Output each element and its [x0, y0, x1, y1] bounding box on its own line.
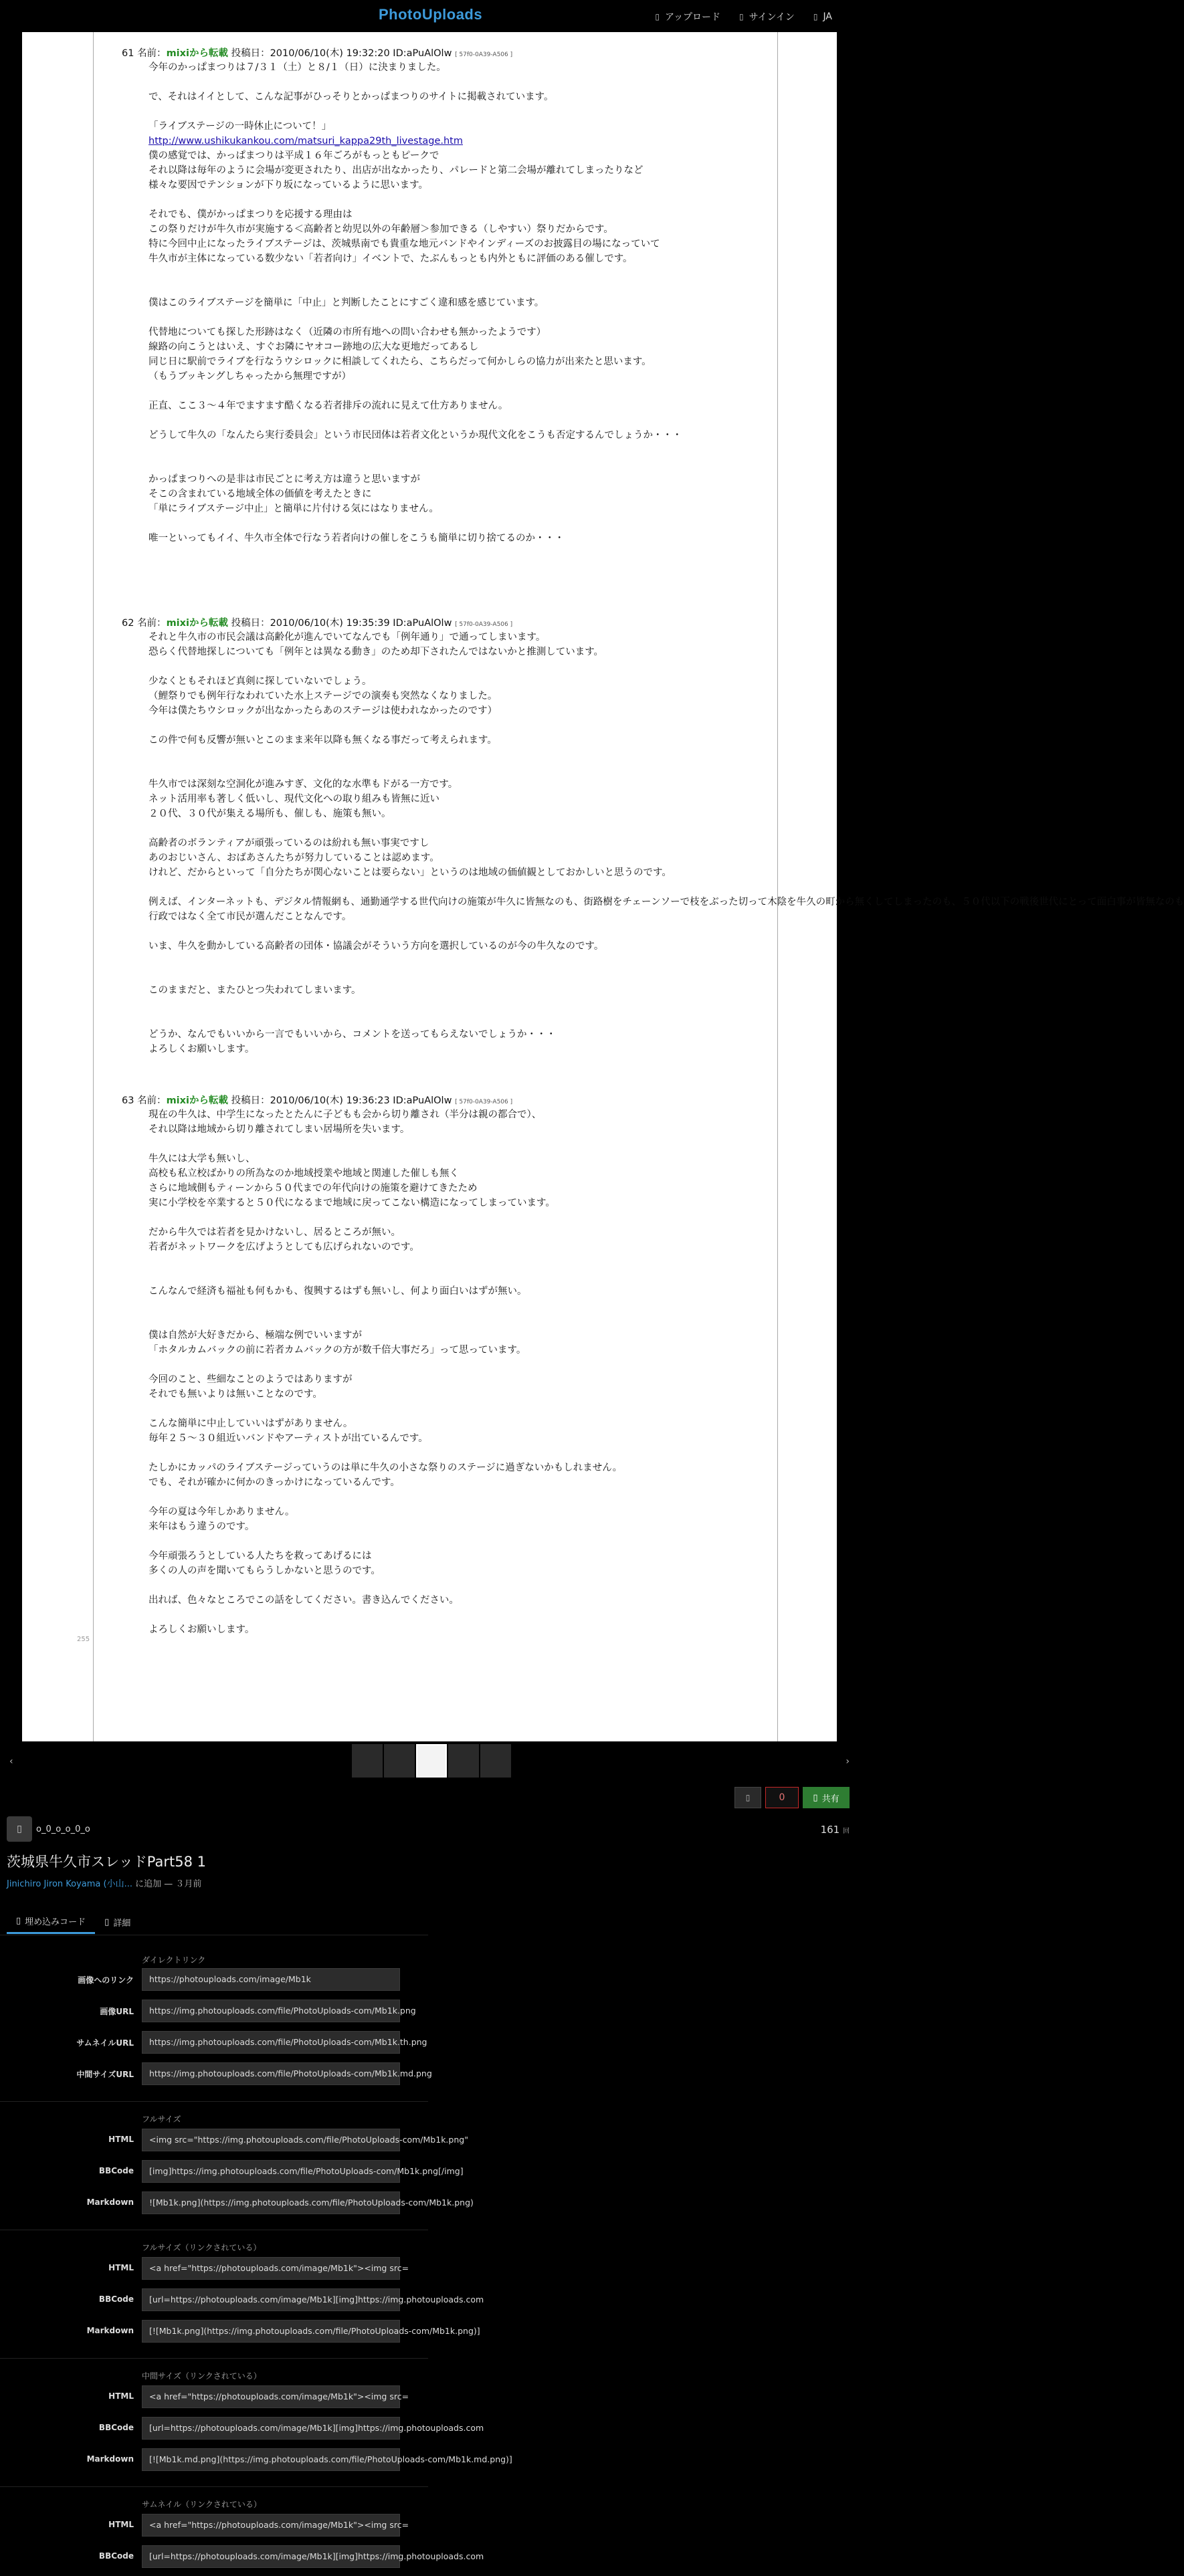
code-row: [0, 2286, 484, 2312]
site-logo[interactable]: PhotoUploads: [379, 6, 483, 23]
nav-upload[interactable]: [655, 10, 720, 23]
group-heading: フルサイズ（リンクされている）: [142, 2243, 262, 2252]
group-heading: ダイレクトリンク: [142, 1955, 206, 1965]
nav-upload-label: アップロード: [664, 12, 720, 23]
thumbnail[interactable]: [448, 1744, 479, 1778]
post-meta: 投稿日：2010/06/10(木) 19:35:39 ID:aPuAlOlw: [231, 618, 452, 629]
nav-language[interactable]: [813, 10, 832, 23]
tab-bar: [7, 1910, 140, 1934]
share-label: 共有: [821, 1794, 840, 1804]
code-field[interactable]: <img src="https://img.photouploads.com/file/PhotoUploads-com/Mb1k.png": [142, 2129, 400, 2151]
code-field[interactable]: [img]https://img.photouploads.com/file/PhotoUploads-com/Mb1k.png[/img]: [142, 2160, 400, 2183]
post-author: mixiから転載: [166, 1095, 228, 1106]
code-field[interactable]: ![Mb1k.png](https://img.photouploads.com/file/PhotoUploads-com/Mb1k.png): [142, 2191, 400, 2214]
avatar[interactable]: [7, 1816, 32, 1842]
group-heading: フルサイズ: [142, 2115, 181, 2124]
view-count-unit: 回: [843, 1828, 850, 1835]
post-body: [122, 60, 797, 546]
post-number: 62: [122, 618, 134, 629]
image-viewer[interactable]: [22, 32, 1184, 1741]
nav-links: [655, 10, 832, 23]
thread-post: [122, 615, 1184, 1057]
thumbnail[interactable]: [384, 1744, 415, 1778]
added-when: に追加 — ３月前: [135, 1879, 202, 1889]
post-number: 63: [122, 1095, 134, 1106]
code-label: BBCode: [98, 2166, 134, 2175]
top-navbar: [0, 0, 859, 32]
tab-details-label: 詳細: [113, 1918, 131, 1929]
view-count: [821, 1824, 850, 1836]
side-marker: 255: [77, 1636, 90, 1643]
code-row: [0, 2543, 484, 2569]
code-label: HTML: [108, 2391, 134, 2401]
screenshot-document: [93, 32, 1184, 1741]
thread-post: [122, 1093, 797, 1637]
view-count-value: 161: [820, 1824, 840, 1836]
tab-embed-label: 埋め込みコード: [25, 1917, 86, 1927]
code-field[interactable]: <a href="https://photouploads.com/image/Mb1k"><img src=: [142, 2385, 400, 2408]
post-name-label: 名前：: [137, 1095, 167, 1106]
post-text: 僕の感覚では、かっぱまつりは平成１６年ごろがもっともピークで それ以降は毎年のように会場が変更されたり、出店が出なかったり、パレードと第二会場が離れてしまったりなど 様々な要因でテンションが下り坂になっているように思います。 それでも、僕がかっぱまつりを応援する理由は この祭りだけが牛久市が実施する＜高齢者と幼児以外の年齢層＞参加できる（しやすい）祭りだからです。 特に今回中止になったライブステージは、茨城県南でも貴重な地元バンドやインディーズのお披露目の場になっていて 牛久市が主体になっている数少ない「若者向け」イベントで、たぶんもっとも内外ともに評価のある催しです。 僕はこのライブステージを簡単に「中止」と判断したことにすごく違和感を感じています。 代替地についても探した形跡はなく（近隣の市所有地への問い合わせも無かったようです） 線路の向こうとはいえ、すぐお隣にヤオコー跡地の広大な更地だってあるし 同じ日に駅前でライブを行なうウシロックに相談してくれたら、こちらだって何かしらの協力が出来たと思います。 （もうブッキングしちゃったから無理ですが） 正直、ここ３〜４年でますます酷くなる若者排斥の流れに見えて仕方ありません。 どうして牛久の「なんたら実行委員会」という市民団体は若者文化というか現代文化をこうも否定するんでしょうか・・・ かっぱまつりへの是非は市民ごとに考え方は違うと思いますが そこの含まれている地域全体の価値を考えたときに 「単にライブステージ中止」と簡単に片付ける気にはなりません。 唯一といってもイイ、牛久市全体で行なう若者向けの催しをこうも簡単に切り捨てるのか・・・: [149, 150, 682, 544]
next-arrow-icon[interactable]: ›: [846, 1756, 850, 1767]
post-meta: 投稿日：2010/06/10(木) 19:36:23 ID:aPuAlOlw: [231, 1095, 452, 1106]
code-field[interactable]: https://img.photouploads.com/file/PhotoUploads-com/Mb1k.md.png: [142, 2062, 400, 2085]
post-header: [122, 1093, 797, 1107]
group-divider: [0, 2358, 428, 2359]
thumbnail-list: [352, 1744, 511, 1778]
post-text: 今年のかっぱまつりは７/３１（土）と８/１（日）に決まりました。 で、それはイイとして、こんな記事がひっそりとかっぱまつりのサイトに掲載されています。 「ライブステージの一時休止について！」: [149, 62, 554, 132]
share-icon: ▯: [813, 1792, 818, 1803]
download-icon: ▯: [745, 1793, 751, 1802]
post-meta-small: [ 57f0-0A39-A506 ]: [455, 621, 513, 628]
nav-signin[interactable]: [739, 10, 795, 23]
group-heading: 中間サイズ（リンクされている）: [142, 2371, 262, 2381]
code-label: BBCode: [98, 2551, 134, 2561]
download-button[interactable]: [734, 1787, 761, 1808]
code-row: [0, 2060, 432, 2086]
post-number: 61: [122, 48, 134, 59]
code-field[interactable]: <a href="https://photouploads.com/image/Mb1k"><img src=: [142, 2257, 400, 2280]
code-row: [0, 1966, 409, 1992]
code-row: [0, 2446, 512, 2472]
thumbnail[interactable]: [352, 1744, 383, 1778]
post-meta-small: [ 57f0-0A39-A506 ]: [455, 1099, 513, 1105]
code-label: 画像へのリンク: [78, 1975, 134, 1985]
group-heading: サムネイル（リンクされている）: [142, 2500, 262, 2509]
user-icon: ▯: [17, 1824, 22, 1834]
nav-signin-label: サインイン: [749, 12, 795, 23]
code-label: 画像URL: [100, 2007, 134, 2016]
group-divider: [0, 2486, 428, 2487]
upload-icon: ▯: [655, 12, 660, 21]
code-row: [0, 2029, 427, 2054]
added-by-user[interactable]: Jinichiro Jiron Koyama (小山...: [7, 1879, 132, 1889]
page-title: 茨城県牛久市スレッドPart58 1: [7, 1854, 207, 1870]
code-row: [0, 2383, 409, 2409]
post-author: mixiから転載: [166, 618, 228, 629]
post-meta: 投稿日：2010/06/10(木) 19:32:20 ID:aPuAlOlw: [231, 48, 452, 59]
code-label: Markdown: [86, 2454, 134, 2464]
signin-icon: ▯: [738, 12, 744, 21]
code-field[interactable]: https://img.photouploads.com/file/PhotoUploads-com/Mb1k.th.png: [142, 2031, 400, 2054]
post-body: それと牛久市の市民会議は高齢化が進んでいてなんでも「例年通り」で通ってしまいます。 恐らく代替地探しについても「例年とは異なる動き」のため却下されたんではないかと推測しています。 少なくともそれほど真剣に探していないでしょう。 （鯉祭りでも例年行なわれていた水上ステージでの演奏も突然なくなりました。 今年は僕たちウシロックが出なかったらあのステージは使われなかったのです） この件で何も反響が無いとこのまま来年以降も無くなる事だって考えられます。 牛久市では深刻な空洞化が進みすぎ、文化的な水準もドがる一方です。 ネット活用率も著しく低いし、現代文化への取り組みも皆無に近い ２０代、３０代が集える場所も、催しも、施策も無い。 高齢者のボランティアが頑張っているのは紛れも無い事実ですし あのおじいさん、おばあさんたちが努力していることは認めます。 けれど、だからといって「自分たちが関心ないことは要らない」というのは地域の価値観としておかしいと思うのです。 例えば、インターネットも、デジタル情報網も、通勤通学する世代向けの施策が牛久に皆無なのも、街路樹をチェーンソーで枝をぶった切って木陰を牛久の町から無くしてしまったのも、５０代以下の戦後世代にとって面白事が皆無なのも 行政ではなく全て市民が選んだことなんです。 いま、牛久を動かしている高齢者の団体・協議会がそういう方向を選択しているのが今の牛久なのです。 このままだと、またひとつ失われてしまいます。 どうか、なんでもいいから一言でもいいから、コメントを送ってもらえないでしょうか・・・ よろしくお願いします。: [149, 632, 1184, 1055]
tab-details[interactable]: [95, 1910, 140, 1934]
code-row: [0, 2189, 474, 2215]
code-field[interactable]: [![Mb1k.png](https://img.photouploads.com/file/PhotoUploads-com/Mb1k.png)]: [142, 2320, 400, 2343]
info-icon: ▯: [104, 1917, 110, 1927]
code-label: BBCode: [98, 2423, 134, 2432]
image-actions: [734, 1787, 850, 1808]
code-label: BBCode: [98, 2294, 134, 2304]
code-icon: ▯: [16, 1916, 21, 1926]
group-divider: [0, 2101, 428, 2102]
code-row: [0, 2318, 480, 2343]
post-link[interactable]: http://www.ushikukankou.com/matsuri_kappa29th_livestage.htm: [149, 136, 463, 146]
post-author: mixiから転載: [166, 48, 228, 59]
tab-embed-codes[interactable]: [7, 1910, 95, 1934]
code-row: [0, 2158, 464, 2183]
code-row: [0, 2255, 409, 2280]
code-label: Markdown: [86, 2326, 134, 2335]
code-row: [0, 2512, 409, 2537]
code-label: HTML: [108, 2263, 134, 2272]
code-label: Markdown: [86, 2197, 134, 2207]
post-body: 現在の牛久は、中学生になったとたんに子どもも会から切り離され（半分は親の都合で）、 それ以降は地域から切り離されてしまい居場所を失います。 牛久には大学も無いし、 高校も私立校ばかりの所為なのか地域授業や地域と関連した催しも無く さらに地域側もティーンから５０代までの年代向けの施策を避けてきたため 実に小学校を卒業すると５０代になるまで地域に戻ってこない構造になってしまっています。 だから牛久では若者を見かけないし、居るところが無い。 若者がネットワークを広げようとしても広げられないのです。 こんなんで経済も福祉も何もかも、復興するはずも無いし、何より面白いはずが無い。 僕は自然が大好きだから、極端な例でいいますが 「ホタルカムバックの前に若者カムバックの方が数千倍大事だろ」って思っています。 今回のこと、些細なことのようではありますが それでも無いよりは無いことなのです。 こんな簡単に中止していいはずがありません。 毎年２５〜３０組近いバンドやアーティストが出ているんです。 たしかにカッパのライブステージっていうのは単に牛久の小さな祭りのステージに過ぎないかもしれません。 でも、それが確かに何かのきっかけになっているんです。 今年の夏は今年しかありません。 来年はもう違うのです。 今年頑張ろうとしている人たちを救ってあげるには 多くの人の声を聞いてもらうしかないと思うのです。 出れば、色々なところでこの話をしてください。書き込んでください。 よろしくお願いします。: [149, 1109, 623, 1635]
nav-language-label: JA: [823, 11, 832, 22]
upload-info: [7, 1876, 201, 1889]
thumbnail-active[interactable]: [416, 1744, 447, 1778]
code-field[interactable]: [![Mb1k.md.png](https://img.photouploads.com/file/PhotoUploads-com/Mb1k.md.png)]: [142, 2448, 400, 2471]
post-header: [122, 615, 797, 629]
code-row: [0, 1998, 416, 2023]
code-row: [0, 2415, 484, 2440]
post-header: [122, 45, 797, 60]
code-label: 中間サイズURL: [76, 2070, 134, 2079]
post-name-label: 名前：: [137, 618, 167, 629]
thumbnail[interactable]: [480, 1744, 511, 1778]
share-button[interactable]: [803, 1787, 850, 1808]
code-field[interactable]: [url=https://photouploads.com/image/Mb1k][img]https://img.photouploads.com: [142, 2288, 400, 2311]
code-field[interactable]: https://photouploads.com/image/Mb1k: [142, 1968, 400, 1991]
code-label: HTML: [108, 2135, 134, 2144]
code-field[interactable]: [url=https://photouploads.com/image/Mb1k][img]https://img.photouploads.com: [142, 2545, 400, 2568]
code-label: サムネイルURL: [76, 2038, 134, 2048]
thumbnail-strip: [0, 1741, 859, 1782]
code-field[interactable]: [url=https://photouploads.com/image/Mb1k][img]https://img.photouploads.com: [142, 2417, 400, 2440]
code-field[interactable]: <a href="https://photouploads.com/image/Mb1k"><img src=: [142, 2514, 400, 2537]
thread-post: [122, 45, 797, 546]
code-label: HTML: [108, 2520, 134, 2529]
code-field[interactable]: https://img.photouploads.com/file/PhotoUploads-com/Mb1k.png: [142, 2000, 400, 2022]
prev-arrow-icon[interactable]: ‹: [9, 1756, 13, 1767]
post-name-label: 名前：: [137, 48, 167, 59]
globe-icon: ▯: [813, 12, 818, 21]
code-row: [0, 2127, 468, 2152]
uploader-name[interactable]: o_0_o_o_0_o: [36, 1824, 90, 1834]
post-meta-small: [ 57f0-0A39-A506 ]: [455, 51, 513, 58]
like-count-button[interactable]: 0: [765, 1787, 799, 1808]
